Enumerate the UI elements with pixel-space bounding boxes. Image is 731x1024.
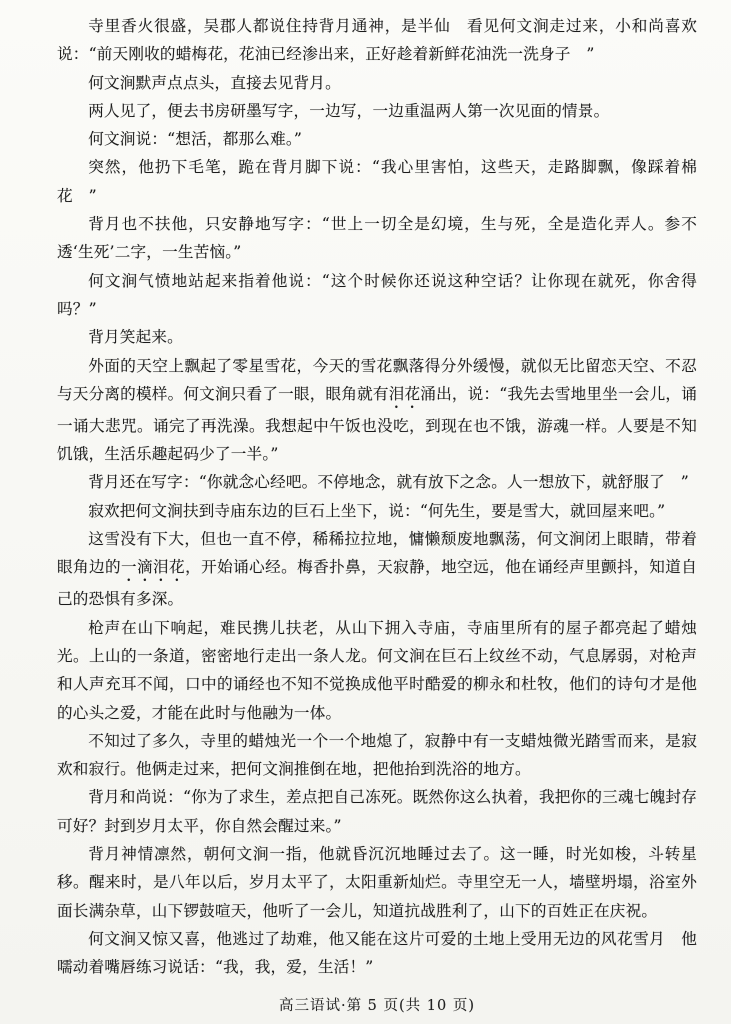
text-run: 何文涧又惊又喜，他逃过了劫难，他又能在这片可爱的土地上受用无边的风花雪月 他嚅动着嘴唇练习说话：“我，我，爱，生活！” xyxy=(57,929,697,977)
page-number: 高三语试·第 5 页(共 10 页) xyxy=(278,997,476,1014)
paragraph xyxy=(57,352,697,469)
paragraph xyxy=(57,783,697,840)
paragraph xyxy=(57,497,697,525)
text-run: 背月也不扶他，只安静地写字：“世上一切全是幻境，生与死，全是造化弄人。参不透‘生死’二字，一生苦恼。” xyxy=(57,215,697,262)
paragraph xyxy=(57,12,697,69)
page-footer xyxy=(57,994,697,1015)
text-run: 背月神情凛然，朝何文涧一指，他就昏沉沉地睡过去了。这一睡，时光如梭，斗转星移。醒来时，是八年以后，岁月太平了，太阳重新灿烂。寺里空无一人，墙壁坍塌，浴室外面长满杂草，山下锣鼓喧天，他听了一会儿，知道抗战胜利了，山下的百姓正在庆祝。 xyxy=(57,845,697,920)
paragraph xyxy=(57,210,697,267)
text-run: 涌出，说：“我先去雪地里坐一会儿，诵一诵大悲咒。诵完了再洗澡。我想起中午饭也没吃，到现在也不饿，游魂一样。人要是不知饥饿，生活乐趣起码少了一半。” xyxy=(57,384,697,464)
text-run: 何文涧默声点点头，直接去见背月。 xyxy=(88,73,341,92)
emphasized-text: 泪花 xyxy=(388,384,421,403)
text-run: 何文涧说：“想活，都那么难。” xyxy=(88,130,303,149)
text-run: 外面的天空上飘起了零星雪花，今天的雪花飘落得分外缓慢，就似无比留恋天空、不忍与天分离的模样。何文涧只看了一眼，眼角就有 xyxy=(57,356,697,403)
paragraph xyxy=(57,727,697,784)
text-run: 背月还在写字：“你就念心经吧。不停地念，就有放下之念。人一想放下，就舒服了 ” xyxy=(88,473,689,492)
text-run: 寺里香火很盛，吴郡人都说住持背月通神，是半仙 看见何文涧走过来，小和尚喜欢说：“前天刚收的蜡梅花，花油已经渗出来，正好趁着新鲜花油洗一洗身子 ” xyxy=(57,17,697,64)
paragraph xyxy=(57,267,697,324)
paragraph xyxy=(57,97,697,125)
article xyxy=(57,12,697,982)
paragraph xyxy=(57,153,697,210)
paragraph xyxy=(57,840,697,925)
text-run: 背月和尚说：“你为了求生，差点把自己冻死。既然你这么执着，我把你的三魂七魄封存可好？封到岁月太平，你自然会醒过来。” xyxy=(57,788,697,835)
paragraph xyxy=(57,614,697,727)
text-run: 不知过了多久，寺里的蜡烛光一个一个地熄了，寂静中有一支蜡烛微光踏雪而来，是寂欢和寂行。他俩走过来，把何文涧推倒在地，把他抬到洗浴的地方。 xyxy=(57,731,697,779)
paragraph xyxy=(57,69,697,97)
paragraph xyxy=(57,525,697,614)
text-run: 这雪没有下大，但也一直不停，稀稀拉拉地，慵懒颓废地飘荡，何文涧闭上眼睛，带着眼角边的 xyxy=(57,530,697,577)
text-run: 两人见了，便去书房研墨写字，一边写，一边重温两人第一次见面的情景。 xyxy=(88,101,610,120)
text-run: 背月笑起来。 xyxy=(88,328,183,347)
emphasized-text: 一滴泪花 xyxy=(121,558,186,577)
paragraph xyxy=(57,323,697,351)
paragraph xyxy=(57,925,697,982)
text-run: 寂欢把何文涧扶到寺庙东边的巨石上坐下，说：“何先生，要是雪大，就回屋来吧。” xyxy=(88,501,666,520)
text-run: 何文涧气愤地站起来指着他说：“这个时候你还说这种空话？让你现在就死，你舍得吗？” xyxy=(57,271,697,318)
paragraph xyxy=(57,125,697,153)
paragraph xyxy=(57,468,697,496)
text-run: ，开始诵心经。梅香扑鼻，天寂静，地空远，他在诵经声里颤抖，知道自己的恐惧有多深。 xyxy=(57,558,697,609)
text-run: 突然，他扔下毛笔，跪在背月脚下说：“我心里害怕，这些天，走路脚飘，像踩着棉花 ” xyxy=(57,158,697,205)
text-run: 枪声在山下响起，难民携儿扶老，从山下拥入寺庙，寺庙里所有的屋子都亮起了蜡烛光。上山的一条道，密密地行走出一条人龙。何文涧在巨石上纹丝不动，气息孱弱，对枪声和人声充耳不闻，口中的诵经也不知不觉换成他平时酷爱的柳永和杜牧，他们的诗句才是他的心头之爱，才能在此时与他融为一体。 xyxy=(57,618,697,722)
